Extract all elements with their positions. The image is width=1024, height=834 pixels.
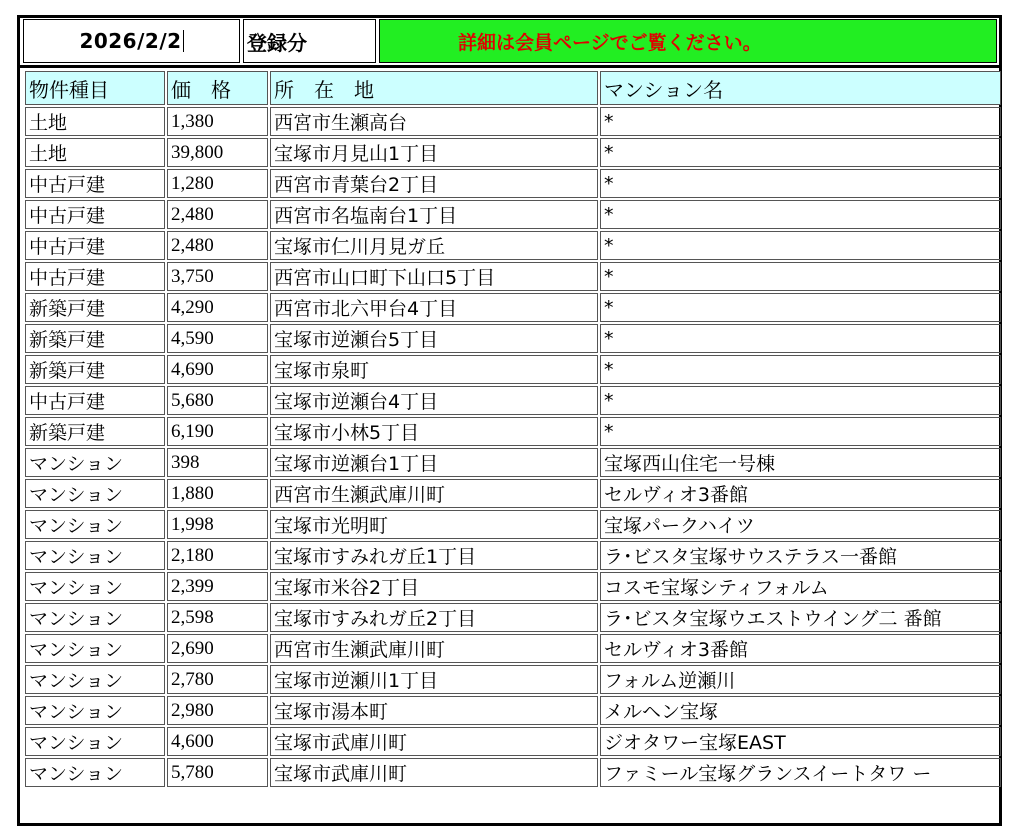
cell-type: マンション [25,696,165,725]
table-row [25,634,1001,663]
cell-location: 宝塚市逆瀬台4丁目 [270,386,598,415]
cell-type: マンション [25,634,165,663]
cell-location: 宝塚市武庫川町 [270,758,598,787]
cell-location: 宝塚市武庫川町 [270,727,598,756]
cell-name: セルヴィオ3番館 [600,479,1001,508]
cell-name: * [600,293,1001,322]
table-row [25,107,1001,136]
table-row [25,665,1001,694]
cell-price: 4,600 [167,727,268,756]
cell-name: 宝塚パークハイツ [600,510,1001,539]
table-row [25,386,1001,415]
column-header-mansion-name: マンション名 [600,71,1001,105]
cell-name: コスモ宝塚シティフォルム [600,572,1001,601]
cell-location: 宝塚市すみれガ丘2丁目 [270,603,598,632]
cell-type: 土地 [25,138,165,167]
cell-name: 宝塚西山住宅一号棟 [600,448,1001,477]
cell-name: セルヴィオ3番館 [600,634,1001,663]
cell-price: 1,998 [167,510,268,539]
cell-price: 39,800 [167,138,268,167]
table-row [25,231,1001,260]
cell-location: 西宮市山口町下山口5丁目 [270,262,598,291]
table-row [25,169,1001,198]
cell-name: * [600,169,1001,198]
cell-price: 2,480 [167,231,268,260]
cell-location: 宝塚市すみれガ丘1丁目 [270,541,598,570]
column-header-price: 価 格 [167,71,268,105]
cell-name: * [600,417,1001,446]
cell-type: マンション [25,541,165,570]
cell-type: 中古戸建 [25,231,165,260]
column-header-type: 物件種目 [25,71,165,105]
table-row [25,417,1001,446]
cell-price: 4,290 [167,293,268,322]
cell-type: 新築戸建 [25,293,165,322]
cell-type: 中古戸建 [25,386,165,415]
cell-name: * [600,200,1001,229]
table-row [25,758,1001,787]
cell-price: 2,780 [167,665,268,694]
table-row [25,200,1001,229]
table-row [25,138,1001,167]
cell-location: 宝塚市光明町 [270,510,598,539]
header-divider [20,65,1000,68]
table-row [25,541,1001,570]
cell-price: 5,780 [167,758,268,787]
table-row [25,727,1001,756]
cell-name: * [600,324,1001,353]
table-row [25,572,1001,601]
cell-location: 西宮市生瀬武庫川町 [270,479,598,508]
cell-price: 4,590 [167,324,268,353]
cell-price: 2,180 [167,541,268,570]
cell-price: 4,690 [167,355,268,384]
date-value: 2026/2/2 [79,29,182,53]
cell-type: 中古戸建 [25,262,165,291]
property-listing-table [23,69,1003,789]
cell-type: 土地 [25,107,165,136]
cell-type: マンション [25,572,165,601]
member-page-notice: 詳細は会員ページでご覧ください。 [379,19,997,63]
cell-location: 宝塚市仁川月見ガ丘 [270,231,598,260]
cell-location: 西宮市北六甲台4丁目 [270,293,598,322]
cell-location: 宝塚市泉町 [270,355,598,384]
cell-name: ラ･ビスタ宝塚サウステラス一番館 [600,541,1001,570]
cell-location: 宝塚市月見山1丁目 [270,138,598,167]
date-field[interactable] [23,19,240,63]
cell-location: 西宮市生瀬高台 [270,107,598,136]
cell-name: * [600,262,1001,291]
table-row [25,603,1001,632]
cell-price: 5,680 [167,386,268,415]
cell-name: * [600,231,1001,260]
cell-type: マンション [25,727,165,756]
cell-name: * [600,107,1001,136]
cell-type: 新築戸建 [25,324,165,353]
cell-type: マンション [25,479,165,508]
table-row [25,448,1001,477]
cell-price: 2,598 [167,603,268,632]
cell-location: 宝塚市米谷2丁目 [270,572,598,601]
table-row [25,324,1001,353]
cell-price: 1,280 [167,169,268,198]
cell-location: 西宮市青葉台2丁目 [270,169,598,198]
table-row [25,293,1001,322]
cell-price: 2,980 [167,696,268,725]
cell-price: 1,380 [167,107,268,136]
cell-location: 西宮市生瀬武庫川町 [270,634,598,663]
cell-price: 6,190 [167,417,268,446]
cell-name: * [600,138,1001,167]
cell-price: 3,750 [167,262,268,291]
cell-price: 1,880 [167,479,268,508]
cell-location: 西宮市名塩南台1丁目 [270,200,598,229]
cell-name: * [600,355,1001,384]
table-row [25,510,1001,539]
table-header-row [25,71,1001,105]
registration-label: 登録分 [243,19,376,63]
cell-price: 2,690 [167,634,268,663]
cell-type: マンション [25,603,165,632]
cell-type: 中古戸建 [25,169,165,198]
cell-price: 398 [167,448,268,477]
cell-type: 新築戸建 [25,417,165,446]
cell-type: マンション [25,448,165,477]
cell-location: 宝塚市湯本町 [270,696,598,725]
cell-type: 新築戸建 [25,355,165,384]
cell-name: メルヘン宝塚 [600,696,1001,725]
cell-name: ジオタワー宝塚EAST [600,727,1001,756]
cell-type: マンション [25,510,165,539]
cell-name: ファミール宝塚グランスイートタワ ー [600,758,1001,787]
cell-location: 宝塚市逆瀬台1丁目 [270,448,598,477]
cell-location: 宝塚市逆瀬台5丁目 [270,324,598,353]
cell-type: 中古戸建 [25,200,165,229]
text-caret [183,30,184,52]
cell-location: 宝塚市小林5丁目 [270,417,598,446]
column-header-location: 所 在 地 [270,71,598,105]
cell-name: * [600,386,1001,415]
table-row [25,355,1001,384]
cell-name: ラ･ビスタ宝塚ウエストウイング二 番館 [600,603,1001,632]
cell-name: フォルム逆瀬川 [600,665,1001,694]
table-row [25,696,1001,725]
cell-price: 2,399 [167,572,268,601]
cell-type: マンション [25,758,165,787]
table-row [25,262,1001,291]
cell-location: 宝塚市逆瀬川1丁目 [270,665,598,694]
cell-price: 2,480 [167,200,268,229]
cell-type: マンション [25,665,165,694]
table-row [25,479,1001,508]
